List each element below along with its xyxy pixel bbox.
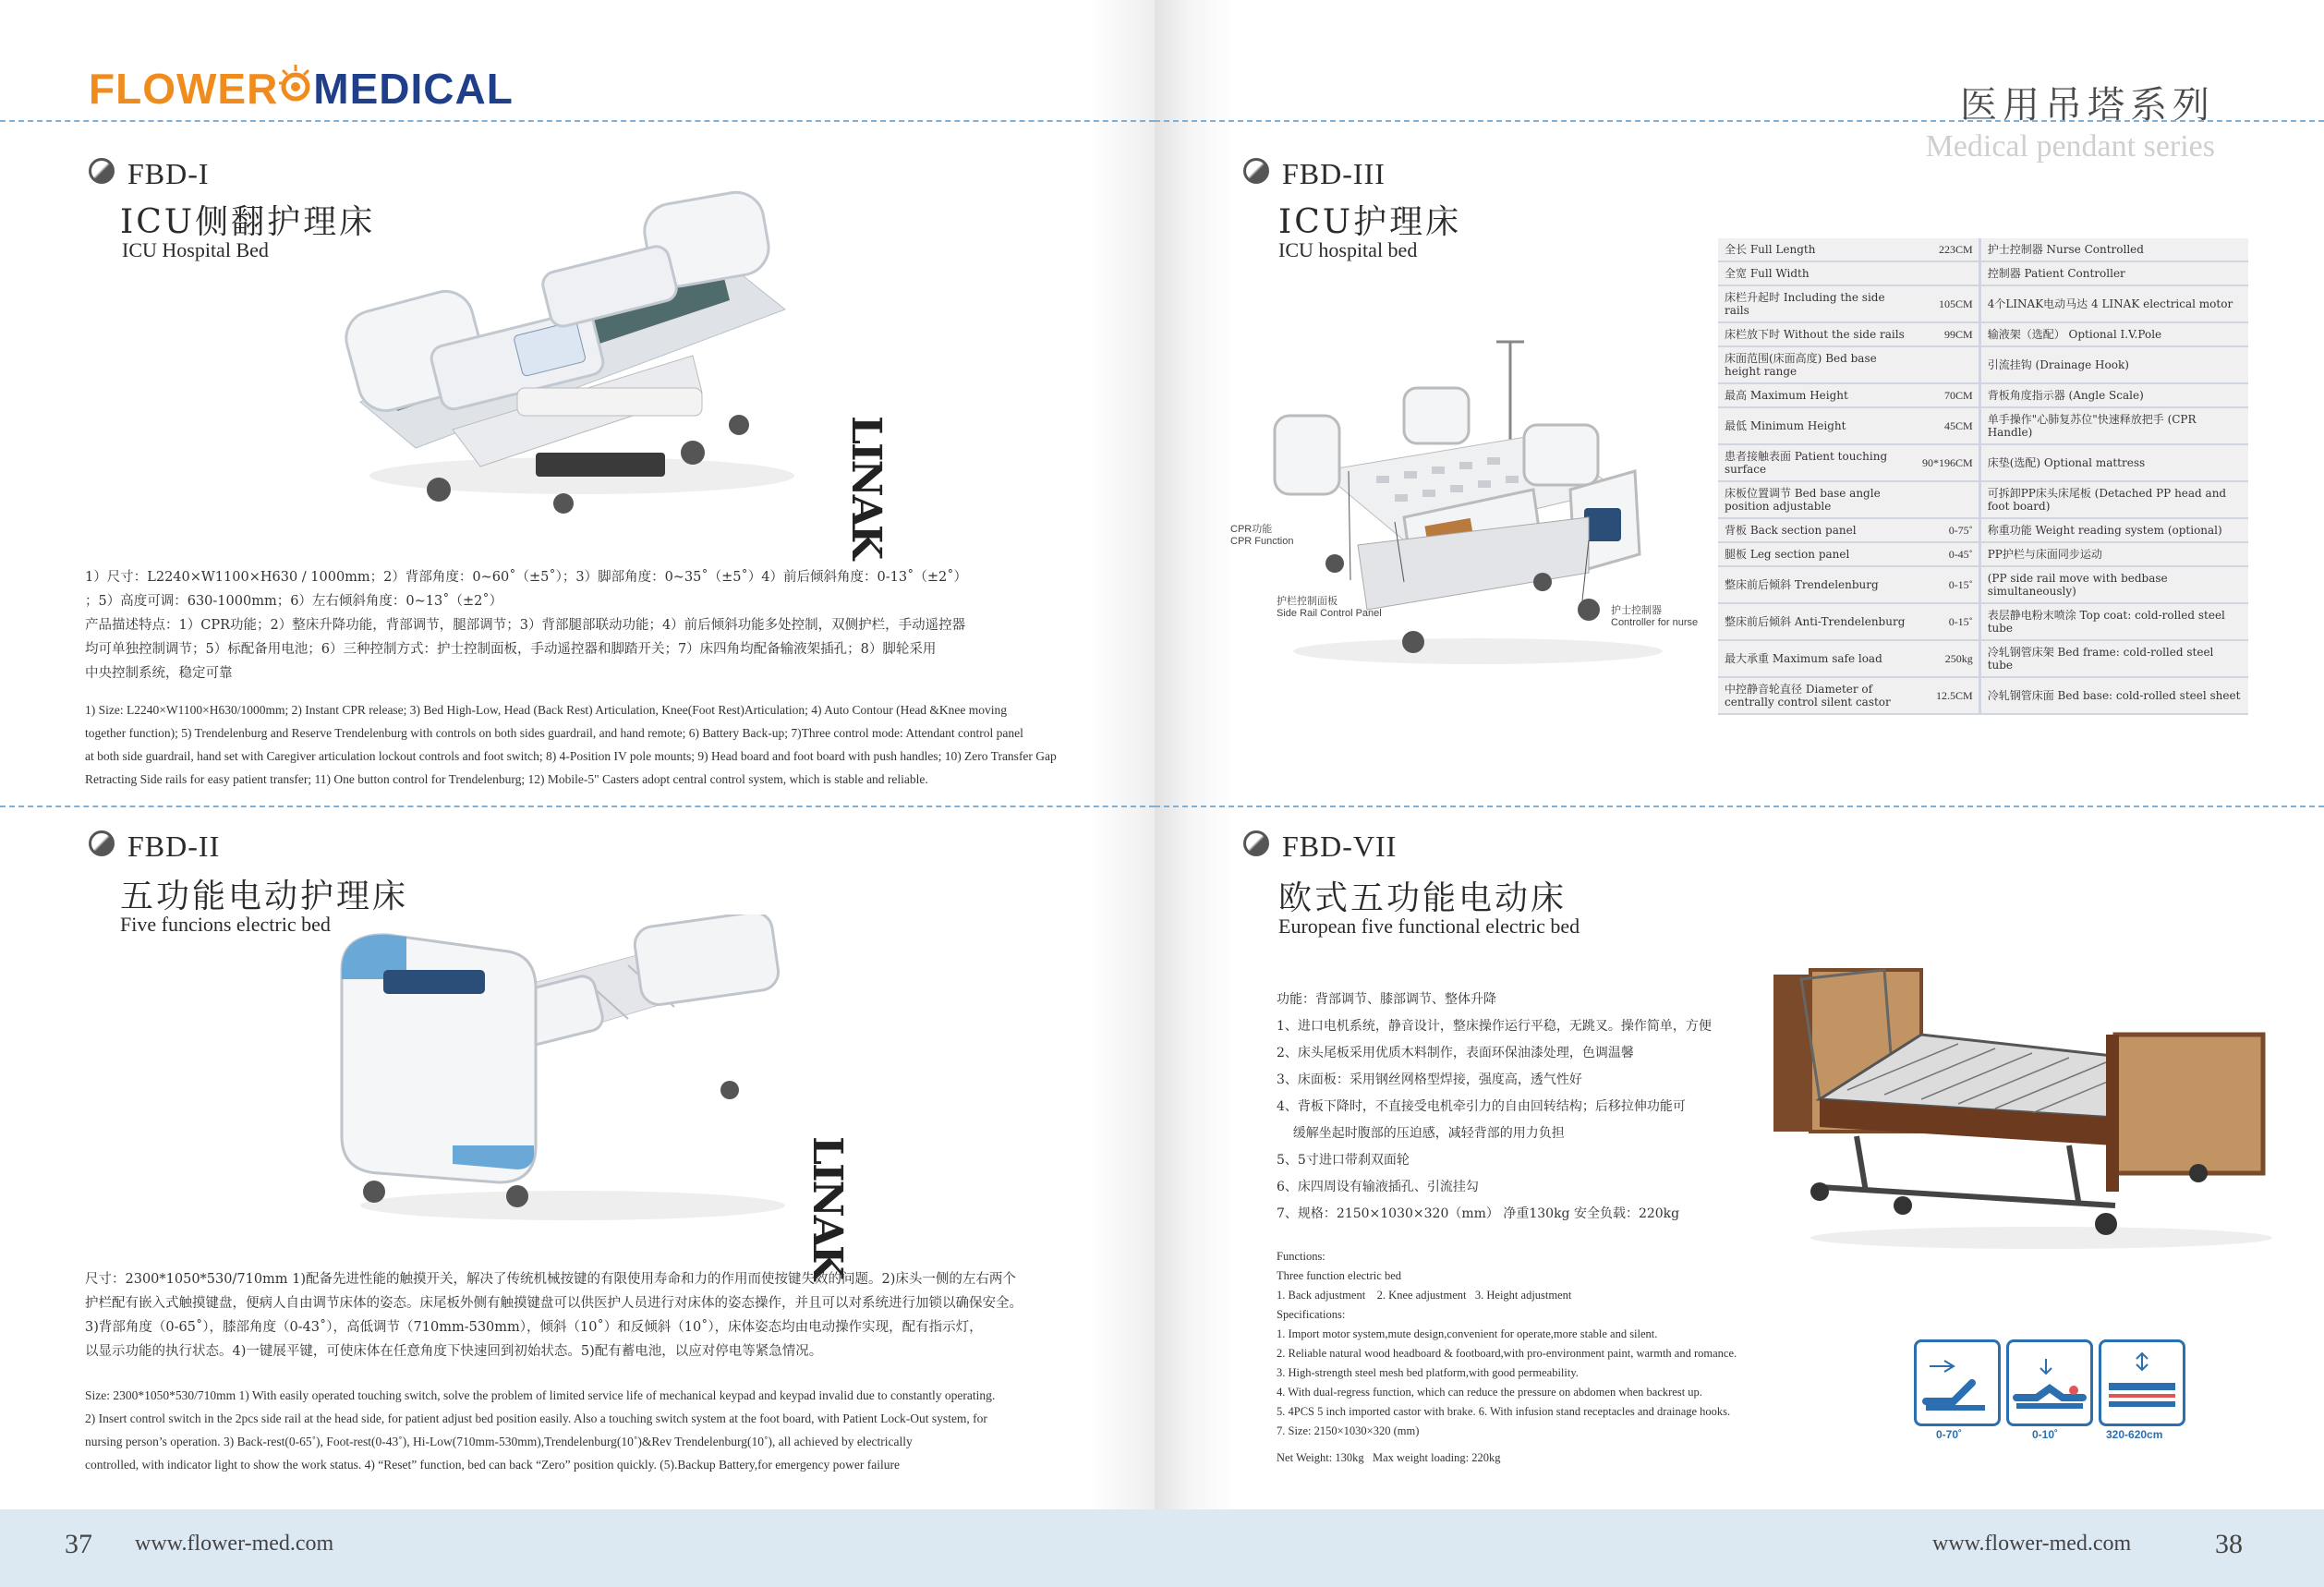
spec-row: [1718, 482, 2248, 519]
spec-feature-cell: [1979, 384, 2248, 408]
fbd7-desc-cn: [1277, 987, 1794, 1228]
spec-value-cell: [1916, 384, 1979, 408]
spec-label-en: Full Length: [1749, 243, 1816, 256]
spec-feature-cell: [1979, 262, 2248, 286]
spec-value-cell: [1916, 347, 1979, 384]
fbd7-desc-cn-line: 功能：背部调节、膝部调节、整体升降: [1277, 992, 1496, 1007]
fbd1-desc-en-line: together function); 5) Trendelenburg and Reserve Trendelenburg with controls on both sides guardrail, and hand remote; 6) Battery Back-up; 7)Three control mode: Attendant control panel: [85, 726, 1023, 740]
sun-logo-icon: [278, 63, 313, 109]
fbd7-desc-en-line: 2. Reliable natural wood headboard & footboard,with pro-environment paint, warmth and romance.: [1277, 1347, 1737, 1360]
spec-label-cell: [1718, 567, 1916, 604]
callout-cpr: [1230, 521, 1293, 547]
spec-label-cell: [1718, 408, 1916, 445]
spec-row: [1718, 408, 2248, 445]
spec-feature-en: Bed base: cold-rolled steel sheet: [2057, 689, 2241, 702]
spec-row: [1718, 323, 2248, 347]
spec-row: [1718, 543, 2248, 567]
spec-feature-cell: [1979, 408, 2248, 445]
callout-text: Controller for nurse: [1611, 617, 1699, 628]
spec-value: 99CM: [1944, 328, 1973, 341]
spec-value: 45CM: [1944, 419, 1973, 432]
spec-feature-cell: [1979, 323, 2248, 347]
spec-value: 250kg: [1944, 652, 1973, 665]
spec-value: 223CM: [1939, 243, 1973, 256]
spec-row: [1718, 347, 2248, 384]
brand-logo: [89, 63, 514, 114]
fbd1-desc-cn-line: 中央控制系统，稳定可靠: [85, 666, 233, 681]
fbd2-desc-en-line: controlled, with indicator light to show the work status. 4) “Reset” function, bed can back “Zero” position quickly. (5).Backup Battery,for emergency power failure: [85, 1458, 900, 1472]
spec-feature-cell: [1979, 519, 2248, 543]
spec-feature-cell: [1979, 445, 2248, 482]
fbd2-desc-cn-line: 以显示功能的执行状态。4)一键展平键，可使床体在任意角度下快速回到初始状态。5)配有蓄电池，以应对停电等紧急情况。: [85, 1344, 823, 1359]
fbd2-desc-en: [85, 1384, 1064, 1476]
fbd7-desc-en-line: 1. Back adjustment 2. Knee adjustment 3. Height adjustment: [1277, 1289, 1572, 1302]
fbd1-model: [89, 157, 210, 191]
fbd1-bed-image: [305, 171, 822, 522]
spec-feature-en: (CPR Handle): [1987, 413, 2197, 439]
spec-feature-cell: [1979, 286, 2248, 323]
spec-row: [1718, 445, 2248, 482]
spec-label-en: Anti-Trendelenburg: [1794, 615, 1906, 628]
fbd1-desc-cn: [85, 565, 1083, 685]
spec-value: 90*196CM: [1922, 456, 1973, 469]
bullet-icon: [89, 830, 115, 856]
spec-label-cell: [1718, 678, 1916, 715]
spec-value-cell: [1916, 238, 1979, 262]
spec-label-en: Full Width: [1749, 267, 1810, 280]
spec-feature-en: Top coat: cold-rolled steel tube: [1987, 609, 2225, 635]
fbd1-desc-en-line: 1) Size: L2240×W1100×H630/1000mm; 2) Instant CPR release; 3) Bed High-Low, Head (Back Rest) Articulation, Knee(Foot Rest)Articulation; 4) Auto Contour (Head &Knee moving: [85, 703, 1008, 717]
footer-url-right[interactable]: www.flower-med.com: [1932, 1532, 2132, 1556]
spec-label-en: Without the side rails: [1783, 328, 1905, 341]
spec-value-cell: [1916, 678, 1979, 715]
spec-feature-cell: [1979, 567, 2248, 604]
fbd7-title-en: European five functional electric bed: [1278, 915, 1580, 938]
callout-text: CPR Function: [1230, 536, 1294, 547]
spec-row: [1718, 286, 2248, 323]
callout-side-rail: [1277, 593, 1382, 619]
spec-value: 0-75˚: [1948, 524, 1973, 537]
spec-feature-cn: 单手操作"心肺复苏位"快速释放把手: [1987, 413, 2164, 426]
fbd7-desc-en-line: Three function electric bed: [1277, 1269, 1401, 1282]
section-divider: [1155, 806, 2324, 807]
spec-label-en: Diameter of centrally control silent castor: [1725, 683, 1891, 709]
spec-label-en: Leg section panel: [1749, 548, 1850, 561]
header-divider: [1155, 120, 2324, 122]
fbd2-title-cn: 五功能电动护理床: [120, 878, 409, 915]
fbd3-spec-table: [1718, 238, 2248, 715]
fbd2-linak-mark: LINAK: [804, 1136, 851, 1279]
fbd1-linak-mark: LINAK: [842, 416, 890, 559]
fbd3-title-cn: ICU护理床: [1278, 203, 1462, 241]
spec-feature-en: Bed frame: cold-rolled steel tube: [1987, 646, 2214, 672]
spec-label-cn: 最高: [1725, 389, 1748, 402]
fbd1-title-en: ICU Hospital Bed: [122, 238, 269, 261]
spec-value: 0-15˚: [1948, 615, 1973, 628]
spec-feature-cn: 冷轧钢管床架: [1987, 646, 2054, 659]
spec-feature-cn: PP护栏与床面同步运动: [1987, 548, 2102, 561]
spec-value: 70CM: [1944, 389, 1973, 402]
spec-label-cn: 整床前后倾斜: [1725, 578, 1792, 591]
fbd1-desc-en-line: at both side guardrail, hand set with Caregiver articulation lockout controls and foot switch; 8) 4-Position IV pole mounts; 9) Head board and foot board with push handles; 10) Zero Transfer Gap: [85, 749, 1057, 763]
fbd7-desc-en: [1277, 1247, 1794, 1468]
spec-value-cell: [1916, 323, 1979, 347]
spec-table-body: [1718, 238, 2248, 715]
spec-feature-cn: 表层静电粉末喷涂: [1987, 609, 2076, 622]
fbd3-model-text: FBD-III: [1282, 157, 1386, 190]
left-page: [0, 0, 1155, 1587]
callout-text: 护士控制器: [1611, 605, 1662, 616]
spec-label-en: Including the side rails: [1725, 291, 1885, 317]
spec-feature-cn: 背板角度指示器: [1987, 389, 2065, 402]
spec-label-cn: 整床前后倾斜: [1725, 615, 1792, 628]
spec-value-cell: [1916, 641, 1979, 678]
spec-label-en: Patient touching surface: [1725, 450, 1888, 476]
spec-label-en: Bed base angle position adjustable: [1725, 487, 1881, 513]
spec-label-cell: [1718, 347, 1916, 384]
spec-value-cell: [1916, 604, 1979, 641]
spec-feature-cell: [1979, 678, 2248, 715]
fbd2-model: [89, 830, 220, 864]
spec-row: [1718, 678, 2248, 715]
spec-feature-cn: 4个LINAK电动马达: [1987, 297, 2088, 310]
spec-feature-cn: 称重功能: [1987, 524, 2032, 537]
callout-nurse: [1611, 602, 1698, 628]
fbd1-desc-cn-line: 1）尺寸：L2240×W1100×H630 / 1000mm；2）背部角度：0~60˚（±5˚）；3）脚部角度：0~35˚（±5˚）4）前后倾斜角度：0-13˚（±2˚）: [85, 570, 967, 585]
fbd7-desc-cn-line: 2、床头尾板采用优质木料制作，表面环保油漆处理，色调温馨: [1277, 1046, 1634, 1060]
fbd1-desc-cn-line: 均可单独控制调节；5）标配备用电池；6）三种控制方式：护士控制面板，手动遥控器和脚踏开关；7）床四角均配备输液架插孔；8）脚轮采用: [85, 642, 937, 657]
spec-feature-en: (Angle Scale): [2068, 389, 2144, 402]
spec-value-cell: [1916, 543, 1979, 567]
fbd7-desc-cn-line: 1、进口电机系统，静音设计，整床操作运行平稳，无跳叉。操作简单，方便: [1277, 1019, 1712, 1034]
spec-value: 0-45˚: [1948, 548, 1973, 561]
spec-value-cell: [1916, 519, 1979, 543]
adjust-label-knee: 0-10˚: [2032, 1428, 2059, 1441]
callout-text: CPR功能: [1230, 524, 1273, 535]
fbd7-model-text: FBD-VII: [1282, 830, 1398, 863]
brand-word-flower: FLOWER: [89, 65, 279, 113]
fbd7-model: [1243, 830, 1397, 864]
fbd7-desc-cn-line: 4、背板下降时，不直接受电机牵引力的自由回转结构；后移拉伸功能可: [1277, 1099, 1686, 1114]
spec-label-cell: [1718, 384, 1916, 408]
spec-row: [1718, 641, 2248, 678]
spec-label-cell: [1718, 445, 1916, 482]
spec-feature-cell: [1979, 543, 2248, 567]
fbd2-model-text: FBD-II: [127, 830, 221, 863]
spec-label-cell: [1718, 604, 1916, 641]
fbd7-desc-cn-line: 7、规格：2150×1030×320（mm） 净重130kg 安全负载：220kg: [1277, 1206, 1680, 1221]
spec-label-en: Maximum Height: [1749, 389, 1848, 402]
fbd1-title-cn: ICU侧翻护理床: [120, 203, 376, 241]
spec-feature-en: Weight reading system (optional): [2035, 524, 2222, 537]
adjust-label-back: 0-70˚: [1936, 1428, 1963, 1441]
bullet-icon: [1243, 830, 1269, 856]
section-divider: [0, 806, 1155, 807]
spec-label-cn: 中控静音轮直径: [1725, 683, 1803, 696]
spec-label-en: Maximum safe load: [1772, 652, 1882, 665]
page-number-right: 38: [2215, 1529, 2243, 1559]
fbd7-desc-cn-line: 3、床面板：采用钢丝网格型焊接，强度高，透气性好: [1277, 1072, 1582, 1087]
spec-value: 12.5CM: [1936, 689, 1973, 702]
spec-label-cn: 全长: [1725, 243, 1748, 256]
spec-feature-cell: [1979, 604, 2248, 641]
fbd2-title-en: Five funcions electric bed: [120, 913, 331, 936]
spec-row: [1718, 567, 2248, 604]
spec-label-cn: 腿板: [1725, 548, 1748, 561]
spec-label-en: Trendelenburg: [1794, 578, 1879, 591]
spec-value-cell: [1916, 567, 1979, 604]
spec-label-cell: [1718, 286, 1916, 323]
spec-label-cell: [1718, 482, 1916, 519]
spec-value-cell: [1916, 482, 1979, 519]
fbd7-desc-en-line: 7. Size: 2150×1030×320 (mm): [1277, 1424, 1420, 1437]
fbd1-desc-en: [85, 698, 1101, 791]
footer-url-left[interactable]: www.flower-med.com: [135, 1532, 334, 1556]
fbd2-bed-image: [333, 915, 813, 1229]
spec-row: [1718, 238, 2248, 262]
fbd7-desc-en-line: Functions:: [1277, 1250, 1325, 1263]
fbd7-desc-cn-line: 缓解坐起时腹部的压迫感，减轻背部的用力负担: [1277, 1126, 1565, 1141]
spec-value-cell: [1916, 262, 1979, 286]
fbd1-desc-cn-line: ；5）高度可调：630-1000mm；6）左右倾斜角度：0~13˚（±2˚）: [85, 594, 503, 609]
header-divider: [0, 120, 1155, 122]
spec-feature-cell: [1979, 641, 2248, 678]
fbd7-bed-image: [1764, 961, 2282, 1256]
spec-label-cn: 床栏放下时: [1725, 328, 1781, 341]
spec-feature-cn: 可拆卸PP床头床尾板: [1987, 487, 2091, 500]
spec-label-cell: [1718, 238, 1916, 262]
spec-feature-en: Nurse Controlled: [2046, 243, 2144, 256]
page-number-left: 37: [65, 1529, 92, 1559]
spec-value: 105CM: [1939, 297, 1973, 310]
fbd7-desc-en-line: Specifications:: [1277, 1308, 1346, 1321]
spec-feature-en: 4 LINAK electrical motor: [2091, 297, 2233, 310]
spec-value-cell: [1916, 286, 1979, 323]
spec-feature-cn: 护士控制器: [1987, 243, 2043, 256]
fbd1-desc-cn-line: 产品描述特点：1）CPR功能；2）整床升降功能，背部调节，腿部调节；3）背部腿部联动功能；4）前后倾斜功能多处控制，双侧护栏，手动遥控器: [85, 618, 966, 633]
spec-feature-en: Patient Controller: [2024, 267, 2125, 280]
spec-feature-cell: [1979, 482, 2248, 519]
spec-label-cell: [1718, 323, 1916, 347]
fbd2-desc-cn-line: 尺寸：2300*1050*530/710mm 1)配备先进性能的触摸开关，解决了传统机械按键的有限使用寿命和力的作用而使按键失效的问题。2)床头一侧的左右两个: [85, 1272, 1016, 1287]
spec-feature-cell: [1979, 238, 2248, 262]
spec-feature-cn: 引流挂钩: [1987, 358, 2032, 371]
fbd2-desc-en-line: Size: 2300*1050*530/710mm 1) With easily operated touching switch, solve the problem of limited service life of mechanical keypad and keypad invalid due to constantly operating.: [85, 1388, 996, 1402]
fbd7-desc-en-line: 1. Import motor system,mute design,convenient for operate,more stable and silent.: [1277, 1327, 1658, 1340]
spec-row: [1718, 262, 2248, 286]
bullet-icon: [1243, 158, 1269, 184]
spec-feature-cn: 输液架（选配）: [1987, 328, 2065, 341]
adjust-label-height: 320-620cm: [2106, 1428, 2163, 1441]
spec-feature-en: Optional I.V.Pole: [2068, 328, 2162, 341]
back-adjust-icon: [1914, 1339, 2001, 1426]
fbd2-desc-cn-line: 3)背部角度（0-65˚），膝部角度（0-43˚），高低调节（710mm-530mm），倾斜（10˚）和反倾斜（10˚），床体姿态均由电动操作实现，配有指示灯，: [85, 1320, 983, 1335]
spec-value-cell: [1916, 408, 1979, 445]
fbd7-desc-cn-line: 5、5寸进口带刹双面轮: [1277, 1153, 1410, 1168]
spec-feature-cn: 冷轧钢管床面: [1987, 689, 2054, 702]
spec-label-cn: 床板位置调节: [1725, 487, 1792, 500]
fbd1-model-text: FBD-I: [127, 157, 210, 190]
spec-label-cn: 全宽: [1725, 267, 1748, 280]
spec-feature-en: (Drainage Hook): [2035, 358, 2129, 371]
spec-label-en: Minimum Height: [1749, 419, 1846, 432]
spacer: [1277, 1441, 1794, 1448]
spec-label-en: Bed base height range: [1725, 352, 1877, 378]
spec-label-cn: 床面范围(床面高度): [1725, 352, 1822, 365]
brand-word-medical: MEDICAL: [313, 65, 514, 113]
spec-label-cn: 床栏升起时: [1725, 291, 1781, 304]
fbd7-desc-en-line: 5. 4PCS 5 inch imported castor with brake. 6. With infusion stand receptacles and drainage hooks.: [1277, 1405, 1731, 1418]
spec-row: [1718, 384, 2248, 408]
height-adjust-icon: [2099, 1339, 2185, 1426]
callout-text: Side Rail Control Panel: [1277, 608, 1382, 619]
spec-label-cell: [1718, 641, 1916, 678]
fbd7-desc-en-line: 4. With dual-regress function, which can reduce the pressure on abdomen when backrest up.: [1277, 1386, 1702, 1399]
spec-label-cn: 最低: [1725, 419, 1748, 432]
fbd2-desc-en-line: 2) Insert control switch in the 2pcs side rail at the head side, for patient adjust bed position easily. Also a touching switch system at the foot board, with Patient Lock-Out system, for: [85, 1411, 987, 1425]
spec-value: 0-15˚: [1948, 578, 1973, 591]
fbd7-desc-en-line: Net Weight: 130kg Max weight loading: 220kg: [1277, 1451, 1501, 1464]
spec-label-cell: [1718, 519, 1916, 543]
spec-row: [1718, 519, 2248, 543]
spec-label-cn: 患者接触表面: [1725, 450, 1792, 463]
spec-feature-cell: [1979, 347, 2248, 384]
callout-text: 护栏控制面板: [1277, 596, 1338, 607]
spec-label-cell: [1718, 262, 1916, 286]
fbd7-desc-cn-line: 6、床四周设有输液插孔、引流挂勾: [1277, 1180, 1479, 1194]
spec-label-cn: 背板: [1725, 524, 1748, 537]
spec-label-en: Back section panel: [1749, 524, 1857, 537]
spec-value-cell: [1916, 445, 1979, 482]
spec-feature-en: Optional mattress: [2043, 456, 2146, 469]
fbd7-title-cn: 欧式五功能电动床: [1278, 879, 1567, 917]
fbd2-desc-cn: [85, 1267, 1083, 1363]
bullet-icon: [89, 158, 115, 184]
series-title-cn: 医用吊塔系列: [1960, 84, 2215, 127]
fbd1-desc-en-line: Retracting Side rails for easy patient transfer; 11) One button control for Trendelenburg; 12) Mobile-5" Casters adopt central control system, which is stable and reliable.: [85, 772, 928, 786]
spec-row: [1718, 604, 2248, 641]
fbd2-desc-en-line: nursing person’s operation. 3) Back-rest(0-65˚), Foot-rest(0-43˚), Hi-Low(710mm-530mm),Trendelenburg(10˚)&Rev Trendelenburg(10˚), all achieved by electrically: [85, 1435, 913, 1448]
spec-feature-cn: 床垫(选配): [1987, 456, 2041, 469]
spec-feature-cn: 控制器: [1987, 267, 2021, 280]
right-footer: [1155, 1509, 2324, 1587]
fbd3-title-en: ICU hospital bed: [1278, 238, 1418, 261]
spec-feature-en: (Detached PP head and foot board): [1987, 487, 2227, 513]
spec-label-cn: 最大承重: [1725, 652, 1770, 665]
fbd2-desc-cn-line: 护栏配有嵌入式触摸键盘，便病人自由调节床体的姿态。床尾板外侧有触摸键盘可以供医护人员进行对床体的姿态操作，并且可以对系统进行加锁以确保安全。: [85, 1296, 1023, 1311]
series-title-en: Medical pendant series: [1925, 129, 2215, 164]
spec-label-cell: [1718, 543, 1916, 567]
knee-adjust-icon: [2006, 1339, 2093, 1426]
fbd7-desc-en-line: 3. High-strength steel mesh bed platform,with good permeability.: [1277, 1366, 1579, 1379]
spec-feature-en: (PP side rail move with bedbase simultaneously): [1987, 572, 2168, 598]
fbd3-model: [1243, 157, 1386, 191]
